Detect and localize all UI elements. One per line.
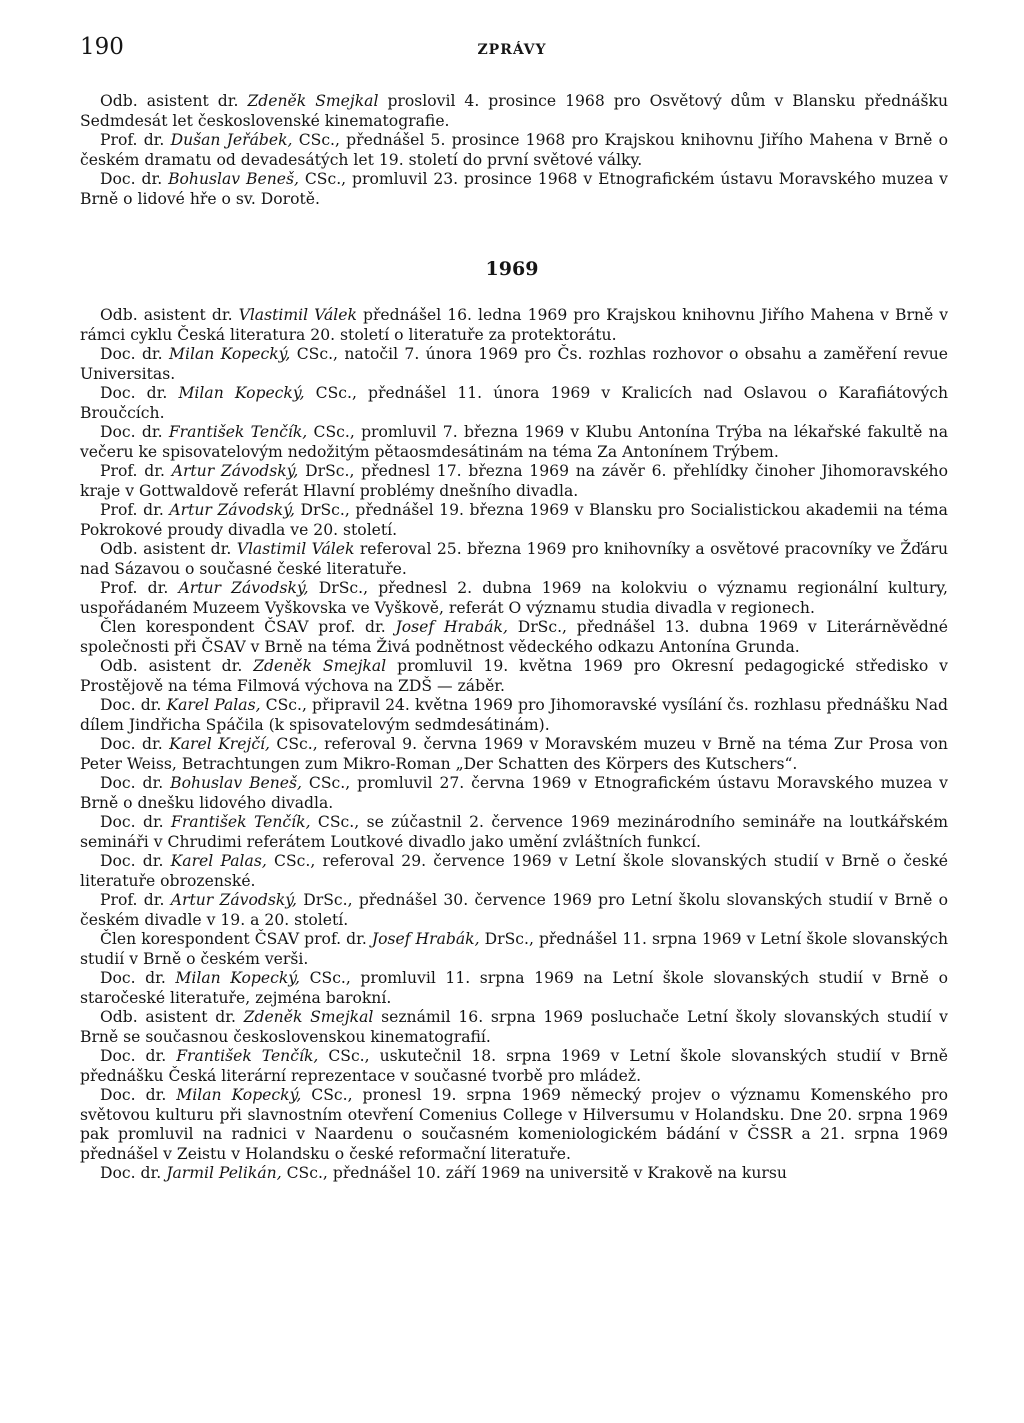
entry-prefix: Doc. dr. bbox=[100, 852, 171, 870]
entry-text: CSc., připravil 24. května 1969 pro Jihomoravské vysílání čs. rozhlasu přednášku Nad dílem Jindřicha Spáčila (k spisovatelovým sedmdesátinám). bbox=[80, 696, 948, 734]
entry-prefix: Doc. dr. bbox=[100, 813, 172, 831]
lecturer-name: Bohuslav Beneš, bbox=[168, 170, 299, 188]
entry-prefix: Doc. dr. bbox=[100, 1047, 177, 1065]
report-entry bbox=[80, 813, 948, 852]
entry-prefix: Doc. dr. bbox=[100, 345, 169, 363]
report-entry bbox=[80, 696, 948, 735]
report-entry bbox=[80, 345, 948, 384]
section-1969 bbox=[80, 306, 948, 1184]
entry-prefix: Doc. dr. bbox=[100, 423, 169, 441]
entry-prefix: Prof. dr. bbox=[100, 501, 170, 519]
section-1968 bbox=[80, 92, 948, 209]
entry-text: CSc., pronesl 19. srpna 1969 německý projev o významu Komenského pro světovou kulturu při slavnostním otevření Comenius College v Hilversumu v Holandsku. Dne 20. srpna 1969 pak promluvil na radnici v Naardenu o současném komeniologickém bádání v ČSSR a 21. srpna 1969 přednášel v Zeistu v Holandsku o české reformační literatuře. bbox=[80, 1086, 948, 1163]
lecturer-name: Vlastimil Válek bbox=[236, 540, 355, 558]
report-entry bbox=[80, 131, 948, 170]
entry-text: CSc., uskutečnil 18. srpna 1969 v Letní škole slovanských studií v Brně přednášku Česká literární reprezentace v současné tvorbě pro mládež. bbox=[80, 1047, 948, 1085]
entry-prefix: Odb. asistent dr. bbox=[100, 1008, 244, 1026]
lecturer-name: Milan Kopecký, bbox=[169, 345, 291, 363]
report-entry bbox=[80, 774, 948, 813]
lecturer-name: Zdeněk Smejkal bbox=[253, 657, 387, 675]
entry-prefix: Odb. asistent dr. bbox=[100, 92, 248, 110]
lecturer-name: František Tenčík, bbox=[176, 1047, 319, 1065]
entry-text: DrSc., přednesl 17. března 1969 na závěr 6. přehlídky činoher Jihomoravského kraje v Gottwaldově referát Hlavní problémy dnešního divadla. bbox=[80, 462, 948, 500]
report-entry bbox=[80, 423, 948, 462]
report-entry bbox=[80, 306, 948, 345]
entry-prefix: Prof. dr. bbox=[100, 131, 171, 149]
entry-prefix: Prof. dr. bbox=[100, 462, 172, 480]
entry-text: DrSc., přednášel 11. srpna 1969 v Letní škole slovanských studií v Brně o českém verši. bbox=[80, 930, 948, 968]
entry-text: CSc., přednášel 5. prosince 1968 pro Krajskou knihovnu Jiřího Mahena v Brně o českém dramatu od devadesátých let 19. století do první světové války. bbox=[80, 131, 948, 169]
year-heading: 1969 bbox=[485, 258, 539, 280]
running-head: ZPRÁVY bbox=[477, 42, 547, 58]
report-entry bbox=[80, 501, 948, 540]
entry-text: seznámil 16. srpna 1969 posluchače Letní školy slovanských studií v Brně se současnou československou kinematografií. bbox=[80, 1008, 948, 1046]
entry-text: přednášel 16. ledna 1969 pro Krajskou knihovnu Jiřího Mahena v Brně v rámci cyklu Česká literatura 20. století o literatuře za protektorátu. bbox=[80, 306, 949, 344]
report-entry bbox=[80, 92, 948, 131]
entry-text: CSc., promluvil 11. srpna 1969 na Letní škole slovanských studií v Brně o staročeské literatuře, zejména barokní. bbox=[80, 969, 948, 1007]
lecturer-name: Karel Palas, bbox=[170, 852, 267, 870]
lecturer-name: Milan Kopecký, bbox=[178, 384, 305, 402]
lecturer-name: Artur Závodský, bbox=[171, 462, 299, 480]
lecturer-name: František Tenčík, bbox=[171, 813, 311, 831]
report-entry bbox=[80, 735, 948, 774]
entry-text: CSc., natočil 7. února 1969 pro Čs. rozhlas rozhovor o obsahu a zaměření revue Universitas. bbox=[80, 345, 948, 383]
entry-text: DrSc., přednášel 19. března 1969 v Blansku pro Socialistickou akademii na téma Pokrokové proudy divadla ve 20. století. bbox=[80, 501, 948, 539]
entry-prefix: Doc. dr. bbox=[100, 774, 171, 792]
lecturer-name: Jarmil Pelikán, bbox=[166, 1164, 282, 1182]
entry-prefix: Odb. asistent dr. bbox=[100, 657, 254, 675]
lecturer-name: Bohuslav Beneš, bbox=[170, 774, 302, 792]
report-entry bbox=[80, 1008, 948, 1047]
entry-prefix: Doc. dr. bbox=[100, 384, 179, 402]
lecturer-name: Milan Kopecký, bbox=[175, 969, 300, 987]
lecturer-name: Dušan Jeřábek, bbox=[170, 131, 293, 149]
entry-prefix: Člen korespondent ČSAV prof. dr. bbox=[100, 930, 372, 948]
lecturer-name: František Tenčík, bbox=[168, 423, 308, 441]
entry-text: CSc., promluvil 7. března 1969 v Klubu Antonína Trýba na lékařské fakultě na večeru ke spisovatelovým nedožitým pětaosmdesátinám na téma Za Antonínem Trýbem. bbox=[80, 423, 948, 461]
lecturer-name: Josef Hrabák, bbox=[395, 618, 508, 636]
entry-prefix: Odb. asistent dr. bbox=[100, 540, 237, 558]
entry-prefix: Prof. dr. bbox=[100, 891, 171, 909]
report-entry bbox=[80, 170, 948, 209]
entry-text: CSc., se zúčastnil 2. července 1969 mezinárodního semináře na loutkářském semináři v Chrudimi referátem Loutkové divadlo jako umění zvláštních funkcí. bbox=[80, 813, 948, 851]
lecturer-name: Zdeněk Smejkal bbox=[247, 92, 379, 110]
report-entry bbox=[80, 1164, 948, 1184]
entry-text: DrSc., přednášel 30. července 1969 pro Letní školu slovanských studií v Brně o českém divadle v 19. a 20. století. bbox=[80, 891, 948, 929]
entry-text: CSc., referoval 29. července 1969 v Letní škole slovanských studií v Brně o české literatuře obrozenské. bbox=[80, 852, 948, 890]
entry-prefix: Doc. dr. bbox=[100, 696, 167, 714]
lecturer-name: Karel Krejčí, bbox=[169, 735, 270, 753]
entry-text: proslovil 4. prosince 1968 pro Osvětový dům v Blansku přednášku Sedmdesát let československé kinematografie. bbox=[80, 92, 948, 130]
lecturer-name: Karel Palas, bbox=[166, 696, 261, 714]
report-entry bbox=[80, 579, 948, 618]
entry-text: CSc., referoval 9. června 1969 v Moravském muzeu v Brně na téma Zur Prosa von Peter Weiss, Betrachtungen zum Mikro-Roman „Der Schatten des Körpers des Kutschers“. bbox=[80, 735, 948, 773]
report-entry bbox=[80, 384, 948, 423]
entry-prefix: Doc. dr. bbox=[100, 969, 176, 987]
entry-prefix: Odb. asistent dr. bbox=[100, 306, 239, 324]
lecturer-name: Josef Hrabák, bbox=[371, 930, 480, 948]
report-entry bbox=[80, 618, 948, 657]
entry-prefix: Člen korespondent ČSAV prof. dr. bbox=[100, 618, 396, 636]
lecturer-name: Vlastimil Válek bbox=[238, 306, 357, 324]
lecturer-name: Zdeněk Smejkal bbox=[243, 1008, 374, 1026]
lecturer-name: Artur Závodský, bbox=[170, 891, 297, 909]
entry-prefix: Doc. dr. bbox=[100, 735, 170, 753]
entry-prefix: Prof. dr. bbox=[100, 579, 179, 597]
entry-text: CSc., přednášel 10. září 1969 na universitě v Krakově na kursu bbox=[281, 1164, 787, 1182]
report-entry bbox=[80, 891, 948, 930]
entry-text: CSc., promluvil 27. června 1969 v Etnografickém ústavu Moravského muzea v Brně o dnešku lidového divadla. bbox=[80, 774, 948, 812]
entry-prefix: Doc. dr. bbox=[100, 170, 169, 188]
report-entry bbox=[80, 969, 948, 1008]
report-entry bbox=[80, 462, 948, 501]
entry-prefix: Doc. dr. bbox=[100, 1086, 177, 1104]
report-entry bbox=[80, 930, 948, 969]
report-entry bbox=[80, 852, 948, 891]
page-number: 190 bbox=[80, 34, 124, 60]
lecturer-name: Artur Závodský, bbox=[169, 501, 295, 519]
entry-text: DrSc., přednesl 2. dubna 1969 na kolokviu o významu regionální kultury, uspořádaném Muzeem Vyškovska ve Vyškově, referát O významu studia divadla v regionech. bbox=[80, 579, 948, 617]
entry-text: referoval 25. března 1969 pro knihovníky a osvětové pracovníky ve Žďáru nad Sázavou o současné české literatuře. bbox=[80, 540, 949, 578]
entry-text: DrSc., přednášel 13. dubna 1969 v Literárněvědné společnosti při ČSAV v Brně na téma Živá podnětnost vědeckého odkazu Antonína Grunda. bbox=[80, 618, 949, 656]
entry-prefix: Doc. dr. bbox=[100, 1164, 167, 1182]
entry-text: CSc., přednášel 11. února 1969 v Kralicích nad Oslavou o Karafiátových Broučcích. bbox=[80, 384, 948, 422]
lecturer-name: Artur Závodský, bbox=[178, 579, 309, 597]
report-entry bbox=[80, 1086, 948, 1164]
lecturer-name: Milan Kopecký, bbox=[176, 1086, 302, 1104]
entry-text: promluvil 19. května 1969 pro Okresní pedagogické středisko v Prostějově na téma Filmová výchova na ZDŠ — záběr. bbox=[80, 657, 948, 695]
entry-text: CSc., promluvil 23. prosince 1968 v Etnografickém ústavu Moravského muzea v Brně o lidové hře o sv. Dorotě. bbox=[80, 170, 948, 208]
report-entry bbox=[80, 540, 948, 579]
report-entry bbox=[80, 657, 948, 696]
report-entry bbox=[80, 1047, 948, 1086]
